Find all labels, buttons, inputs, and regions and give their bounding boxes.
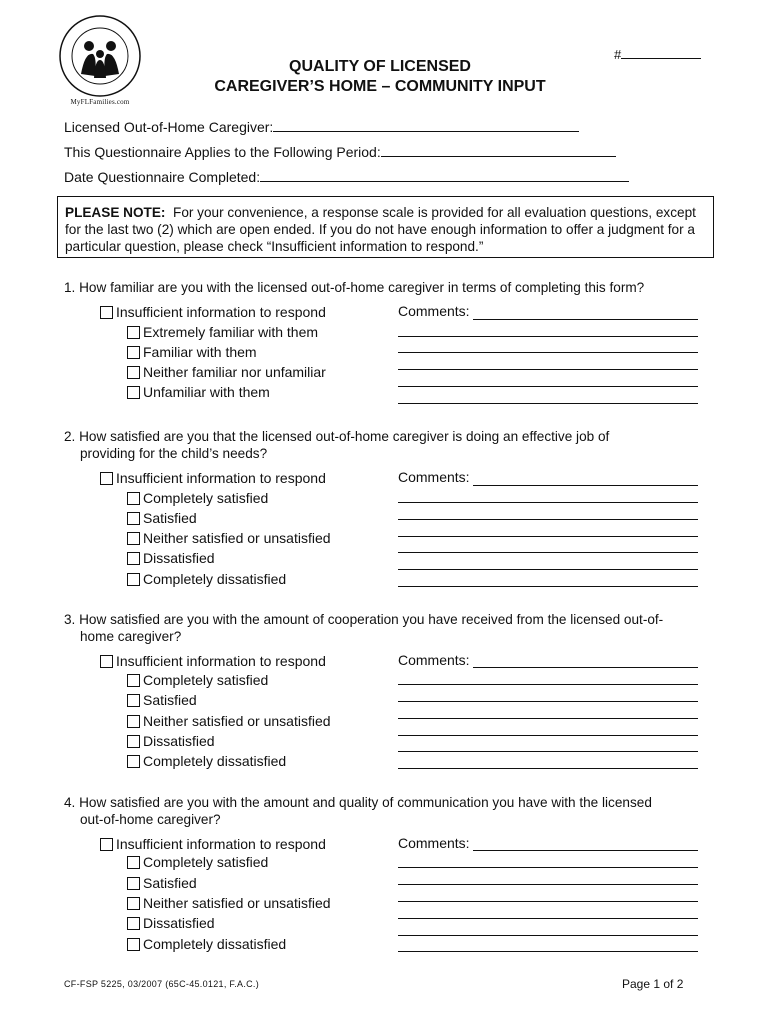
- page-title-line1: QUALITY OF LICENSED: [289, 58, 471, 75]
- period-field[interactable]: [64, 143, 616, 160]
- q3-option[interactable]: Dissatisfied: [127, 733, 215, 749]
- question-2-text-cont: providing for the child’s needs?: [80, 446, 268, 461]
- q3-comment-line[interactable]: [398, 735, 698, 736]
- form-code: CF-FSP 5225, 03/2007 (65C-45.0121, F.A.C.): [64, 979, 260, 989]
- q2-option[interactable]: Dissatisfied: [127, 550, 215, 566]
- checkbox[interactable]: [127, 877, 140, 890]
- checkbox[interactable]: [127, 735, 140, 748]
- q3-option[interactable]: Satisfied: [127, 692, 197, 708]
- date-completed-input[interactable]: [260, 168, 629, 182]
- q4-option[interactable]: Completely satisfied: [127, 854, 268, 870]
- q2-option[interactable]: Completely satisfied: [127, 490, 268, 506]
- checkbox[interactable]: [127, 694, 140, 707]
- form-number-blank[interactable]: [621, 46, 701, 59]
- checkbox[interactable]: [127, 755, 140, 768]
- q1-comments-label: Comments:: [398, 303, 470, 319]
- period-input[interactable]: [381, 143, 616, 157]
- checkbox[interactable]: [127, 366, 140, 379]
- checkbox[interactable]: [127, 897, 140, 910]
- q2-option[interactable]: Neither satisfied or unsatisfied: [127, 530, 331, 546]
- q2-option[interactable]: Completely dissatisfied: [127, 571, 286, 587]
- q1-option[interactable]: Neither familiar nor unfamiliar: [127, 364, 326, 380]
- q4-option[interactable]: Satisfied: [127, 875, 197, 891]
- q3-option[interactable]: Neither satisfied or unsatisfied: [127, 713, 331, 729]
- q4-comment-line[interactable]: [398, 935, 698, 936]
- checkbox[interactable]: [127, 532, 140, 545]
- date-completed-label: Date Questionnaire Completed:: [64, 169, 261, 185]
- q3-comment-line[interactable]: [398, 701, 698, 702]
- checkbox[interactable]: [127, 715, 140, 728]
- period-label: This Questionnaire Applies to the Following Period:: [64, 144, 381, 160]
- checkbox[interactable]: [127, 674, 140, 687]
- q3-comment-line[interactable]: [398, 751, 698, 752]
- q2-comments-label: Comments:: [398, 469, 470, 485]
- q2-comment-line[interactable]: [398, 586, 698, 587]
- q1-comment-line[interactable]: [398, 369, 698, 370]
- q4-option-insufficient[interactable]: Insufficient information to respond: [100, 836, 326, 852]
- dcf-seal-icon: [55, 14, 145, 98]
- date-completed-field[interactable]: [64, 168, 629, 185]
- logo-url: MyFLFamilies.com: [70, 98, 130, 106]
- checkbox[interactable]: [127, 512, 140, 525]
- q1-option[interactable]: Unfamiliar with them: [127, 384, 270, 400]
- q1-comment-line[interactable]: [398, 352, 698, 353]
- checkbox[interactable]: [100, 655, 113, 668]
- dcf-logo: [55, 14, 145, 106]
- question-3-text: 3. How satisfied are you with the amount of cooperation you have received from the licensed out-of-: [64, 612, 664, 627]
- checkbox[interactable]: [100, 306, 113, 319]
- q2-comment-line[interactable]: [473, 485, 698, 486]
- checkbox[interactable]: [127, 492, 140, 505]
- q4-comment-line[interactable]: [398, 884, 698, 885]
- q3-comments-label: Comments:: [398, 652, 470, 668]
- caregiver-field[interactable]: [64, 118, 579, 135]
- question-4-text: 4. How satisfied are you with the amount and quality of communication you have with the licensed: [64, 795, 652, 810]
- q4-option[interactable]: Completely dissatisfied: [127, 936, 286, 952]
- question-1-text: 1. How familiar are you with the licensed out-of-home caregiver in terms of completing this form?: [64, 280, 645, 295]
- q2-option[interactable]: Satisfied: [127, 510, 197, 526]
- checkbox[interactable]: [100, 838, 113, 851]
- q1-option[interactable]: Extremely familiar with them: [127, 324, 318, 340]
- please-note-box: [57, 196, 714, 258]
- q1-option-insufficient[interactable]: Insufficient information to respond: [100, 304, 326, 320]
- q3-option[interactable]: Completely dissatisfied: [127, 753, 286, 769]
- q4-comments-label: Comments:: [398, 835, 470, 851]
- q2-comment-line[interactable]: [398, 569, 698, 570]
- caregiver-input[interactable]: [273, 118, 579, 132]
- q4-comment-line[interactable]: [398, 901, 698, 902]
- q1-comment-line[interactable]: [473, 319, 698, 320]
- form-number[interactable]: [614, 46, 701, 62]
- q3-comment-line[interactable]: [473, 667, 698, 668]
- q1-comment-line[interactable]: [398, 386, 698, 387]
- checkbox[interactable]: [127, 856, 140, 869]
- question-2-text: 2. How satisfied are you that the licensed out-of-home caregiver is doing an effective job of: [64, 429, 610, 444]
- q4-comment-line[interactable]: [398, 951, 698, 952]
- checkbox[interactable]: [127, 917, 140, 930]
- q1-option[interactable]: Familiar with them: [127, 344, 257, 360]
- note-text: For your convenience, a response scale is provided for all evaluation questions, except for the last two (2) which are open ended. If you do not have enough information to offer a judgment for a particular question, please check “Insufficient information to respond.”: [65, 205, 696, 254]
- checkbox[interactable]: [100, 472, 113, 485]
- checkbox[interactable]: [127, 386, 140, 399]
- q2-option-insufficient[interactable]: Insufficient information to respond: [100, 470, 326, 486]
- page-number: Page 1 of 2: [622, 977, 684, 991]
- form-number-label: #: [614, 47, 622, 62]
- checkbox[interactable]: [127, 552, 140, 565]
- question-4-text-cont: out-of-home caregiver?: [80, 812, 221, 827]
- q3-comment-line[interactable]: [398, 718, 698, 719]
- checkbox[interactable]: [127, 938, 140, 951]
- q3-comment-line[interactable]: [398, 768, 698, 769]
- q4-option[interactable]: Dissatisfied: [127, 915, 215, 931]
- note-heading: PLEASE NOTE:: [65, 205, 166, 220]
- caregiver-label: Licensed Out-of-Home Caregiver:: [64, 119, 274, 135]
- q2-comment-line[interactable]: [398, 536, 698, 537]
- q1-comment-line[interactable]: [398, 336, 698, 337]
- q3-option-insufficient[interactable]: Insufficient information to respond: [100, 653, 326, 669]
- q3-comment-line[interactable]: [398, 684, 698, 685]
- q4-comment-line[interactable]: [398, 867, 698, 868]
- page-title-line2: CAREGIVER’S HOME – COMMUNITY INPUT: [214, 78, 546, 95]
- question-3-text-cont: home caregiver?: [80, 629, 182, 644]
- q3-option[interactable]: Completely satisfied: [127, 672, 268, 688]
- checkbox[interactable]: [127, 346, 140, 359]
- q4-comment-line[interactable]: [398, 918, 698, 919]
- checkbox[interactable]: [127, 573, 140, 586]
- checkbox[interactable]: [127, 326, 140, 339]
- q2-comment-line[interactable]: [398, 519, 698, 520]
- q1-comment-line[interactable]: [398, 403, 698, 404]
- q4-comment-line[interactable]: [473, 850, 698, 851]
- q4-option[interactable]: Neither satisfied or unsatisfied: [127, 895, 331, 911]
- q2-comment-line[interactable]: [398, 552, 698, 553]
- q2-comment-line[interactable]: [398, 502, 698, 503]
